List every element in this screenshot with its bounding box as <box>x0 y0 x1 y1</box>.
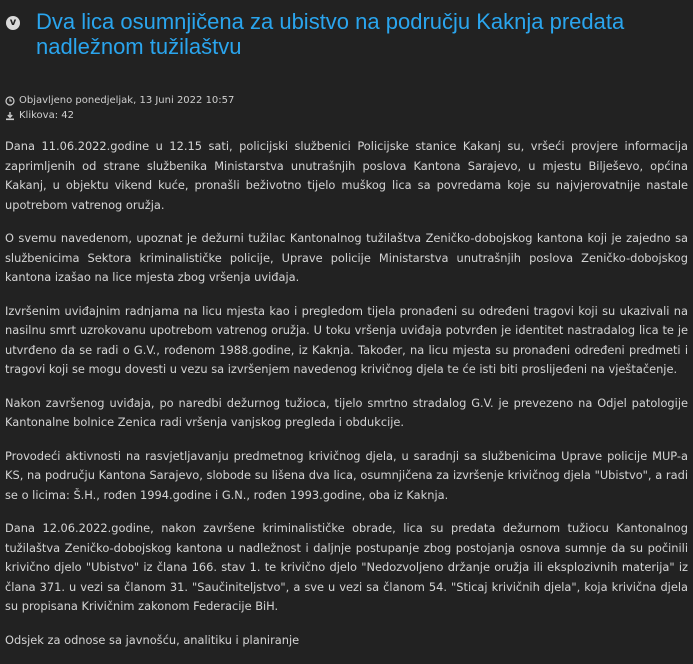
hits-row <box>5 109 234 123</box>
article-title[interactable]: Dva lica osumnjičena za ubistvo na području Kaknja predata nadležnom tužilaštvu <box>36 9 625 59</box>
logo-badge: v <box>6 16 20 30</box>
paragraph: Provodeći aktivnosti na rasvjetljavanju predmetnog krivičnog djela, u saradnji sa službenicima Uprave policije MUP-a KS, na području Kantona Sarajevo, slobode su lišena dva lica, osumnjičena za izvršenje krivičnog djela "Ubistvo", a radi se o licima: Š.H., rođen 1994.godine i G.N., rođen 1993.godine, oba iz Kaknja. <box>5 448 688 502</box>
clock-icon <box>5 96 15 106</box>
published-row <box>5 94 234 108</box>
paragraph: Dana 11.06.2022.godine u 12.15 sati, policijski službenici Policijske stanice Kakanj su, vršeći provjere informacija zaprimljenih od strane službenika Ministarstva unutrašnjih poslova Kantona Sarajevo, u mjestu Bilješevo, općina Kakanj, u objektu vikend kuće, pronašli beživotno tijelo muškog lica sa povredama koje su najvjerovatnije nastale upotrebom vatrenog oružja. <box>5 139 688 212</box>
paragraph: Dana 12.06.2022.godine, nakon završene kriminalističke obrade, lica su predata dežurnom tužiocu Kantonalnog tužilaštva Zeničko-dobojskog kantona u nadležnost i daljnje postupanje zbog postojanja osnova sumnje da su počinili krivično djelo "Ubistvo" iz člana 166. stav 1. te krivično djelo "Nedozvoljeno držanje oružja ili eksplozivnih materija" iz člana 371. u vezi sa članom 31. "Saučiniteljstvo", a sve u vezi sa članom 54. "Sticaj krivičnih djela", koja krivična djela su propisana Krivičnim zakonom Federacije BiH. <box>5 521 688 613</box>
published-date: Objavljeno ponedjeljak, 13 Juni 2022 10:57 <box>19 95 235 106</box>
article-body <box>5 137 688 664</box>
paragraph: Nakon završenog uviđaja, po naredbi dežurnog tužioca, tijelo smrtno stradalog G.V. je prevezeno na Odjel patologije Kantonalne bolnice Zenica radi vršenja vanjskog pregleda i obdukcije. <box>5 395 688 429</box>
hits-count: Klikova: 42 <box>19 110 74 121</box>
signature: Odsjek za odnose sa javnošću, analitiku i planiranje <box>5 632 300 647</box>
paragraph: O svemu navedenom, upoznat je dežurni tužilac Kantonalnog tužilaštva Zeničko-dobojskog kantona koji je zajedno sa službenicima Sektora kriminalističke policije, Uprave policije Ministarstva unutrašnjih poslova Zeničko-dobojskog kantona izašao na lice mjesta zbog vršenja uviđaja. <box>5 231 688 284</box>
paragraph: Izvršenim uviđajnim radnjama na licu mjesta kao i pregledom tijela pronađeni su određeni tragovi koji su ukazivali na nasilnu smrt uzrokovanu upotrebom vatrenog oružja. U toku vršenja uviđaja potvrđen je identitet nastradalog lica te je utvrđeno da se radi o G.V., rođenom 1988.godine, iz Kaknja. Također, na licu mjesta su pronađeni određeni predmeti i tragovi koji se mogu dovesti u vezu sa izvršenjem navedenog krivičnog djela te će isti biti proslijeđeni na vještačenje. <box>5 303 688 376</box>
article-meta <box>5 94 234 124</box>
download-icon <box>5 111 15 121</box>
